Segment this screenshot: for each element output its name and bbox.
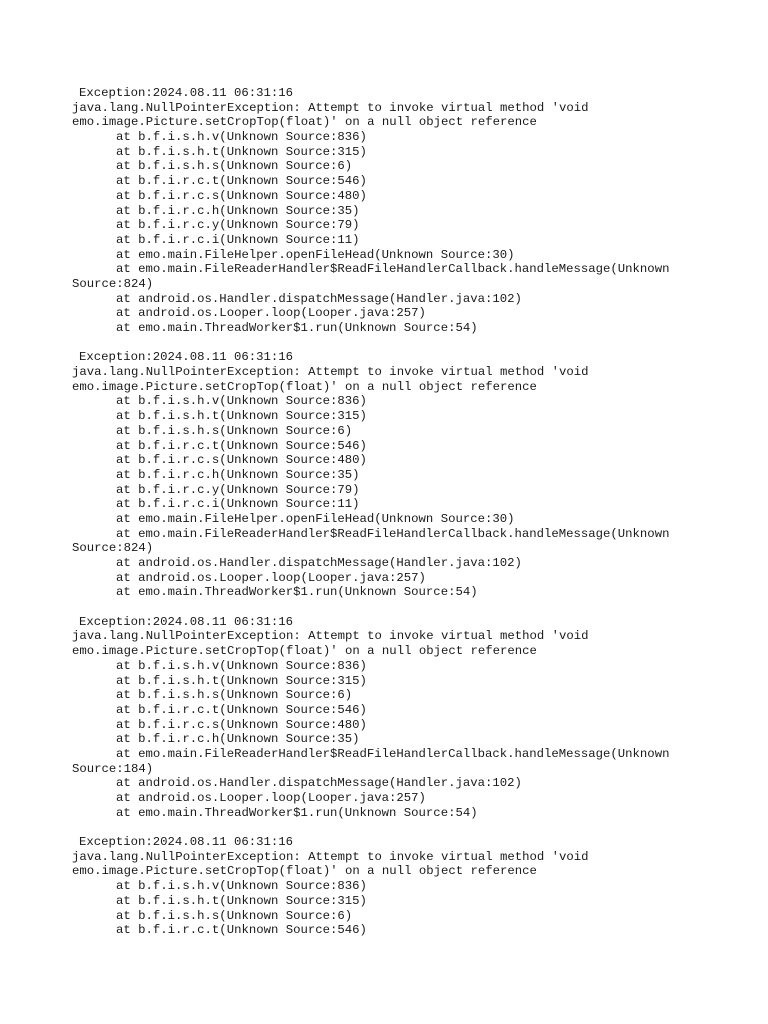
stack-frame: at b.f.i.r.c.t(Unknown Source:546) — [116, 438, 367, 453]
stack-frame: at b.f.i.r.c.t(Unknown Source:546) — [116, 174, 367, 189]
stack-frame: at b.f.i.s.h.s(Unknown Source:6) — [116, 908, 353, 923]
stack-frame: at emo.main.FileReaderHandler$ReadFileHandlerCallback.handleMessage(Unknown — [116, 262, 670, 277]
stack-frame: at b.f.i.s.h.s(Unknown Source:6) — [116, 423, 353, 438]
exception-header: Exception:2024.08.11 06:31:16 — [79, 86, 294, 100]
exception-message-line: java.lang.NullPointerException: Attempt to invoke virtual method 'void — [72, 100, 589, 115]
stack-frame: at android.os.Looper.loop(Looper.java:257) — [116, 570, 426, 585]
stack-frame: at b.f.i.s.h.t(Unknown Source:315) — [116, 893, 367, 908]
exception-header: Exception:2024.08.11 06:31:16 — [79, 350, 294, 365]
stack-frame: at emo.main.FileHelper.openFileHead(Unknown Source:30) — [116, 511, 515, 526]
stack-frame: at b.f.i.s.h.v(Unknown Source:836) — [116, 394, 367, 409]
stack-frame: at android.os.Looper.loop(Looper.java:257) — [116, 791, 426, 805]
exception-entry — [72, 86, 762, 336]
stack-frame: at emo.main.ThreadWorker$1.run(Unknown Source:54) — [116, 585, 478, 600]
log-document — [72, 86, 762, 953]
stack-frame: at b.f.i.r.c.t(Unknown Source:546) — [116, 702, 367, 717]
stack-frame: at b.f.i.r.c.t(Unknown Source:546) — [116, 923, 367, 938]
exception-header: Exception:2024.08.11 06:31:16 — [79, 835, 294, 850]
exception-header: Exception:2024.08.11 06:31:16 — [79, 614, 294, 629]
stack-frame: at emo.main.FileHelper.openFileHead(Unknown Source:30) — [116, 247, 515, 262]
stack-frame: at b.f.i.s.h.v(Unknown Source:836) — [116, 879, 367, 894]
stack-frame-wrap: Source:824) — [72, 276, 154, 291]
stack-frame: at emo.main.FileReaderHandler$ReadFileHandlerCallback.handleMessage(Unknown — [116, 746, 670, 761]
exception-entry — [72, 835, 762, 938]
stack-frame: at b.f.i.r.c.i(Unknown Source:11) — [116, 232, 360, 247]
stack-frame: at android.os.Looper.loop(Looper.java:257) — [116, 306, 426, 321]
stack-frame: at b.f.i.s.h.t(Unknown Source:315) — [116, 673, 367, 688]
exception-message-line: emo.image.Picture.setCropTop(float)' on a null object reference — [72, 379, 537, 394]
exception-message-line: java.lang.NullPointerException: Attempt to invoke virtual method 'void — [72, 629, 589, 644]
stack-frame: at emo.main.ThreadWorker$1.run(Unknown Source:54) — [116, 805, 478, 820]
stack-frame: at b.f.i.s.h.s(Unknown Source:6) — [116, 688, 353, 703]
exception-message-line: emo.image.Picture.setCropTop(float)' on a null object reference — [72, 644, 537, 659]
stack-frame: at b.f.i.s.h.v(Unknown Source:836) — [116, 658, 367, 673]
stack-frame: at android.os.Handler.dispatchMessage(Handler.java:102) — [116, 291, 522, 306]
stack-frame: at b.f.i.r.c.h(Unknown Source:35) — [116, 467, 360, 482]
exception-message-line: java.lang.NullPointerException: Attempt to invoke virtual method 'void — [72, 849, 589, 864]
stack-frame: at b.f.i.r.c.y(Unknown Source:79) — [116, 482, 360, 497]
stack-frame: at b.f.i.r.c.y(Unknown Source:79) — [116, 218, 360, 233]
stack-frame: at b.f.i.r.c.s(Unknown Source:480) — [116, 717, 367, 732]
stack-frame: at b.f.i.r.c.h(Unknown Source:35) — [116, 732, 360, 747]
exception-message-line: java.lang.NullPointerException: Attempt to invoke virtual method 'void — [72, 365, 589, 380]
stack-frame: at b.f.i.r.c.i(Unknown Source:11) — [116, 497, 360, 512]
stack-frame-wrap: Source:824) — [72, 541, 154, 556]
stack-frame: at b.f.i.r.c.s(Unknown Source:480) — [116, 188, 367, 203]
stack-frame: at b.f.i.r.c.h(Unknown Source:35) — [116, 203, 360, 218]
exception-message-line: emo.image.Picture.setCropTop(float)' on a null object reference — [72, 864, 537, 879]
stack-frame: at emo.main.ThreadWorker$1.run(Unknown Source:54) — [116, 321, 478, 335]
stack-frame: at b.f.i.s.h.s(Unknown Source:6) — [116, 159, 353, 174]
stack-frame: at b.f.i.r.c.s(Unknown Source:480) — [116, 453, 367, 468]
stack-frame-wrap: Source:184) — [72, 761, 154, 776]
exception-message-line: emo.image.Picture.setCropTop(float)' on a null object reference — [72, 115, 537, 130]
stack-frame: at b.f.i.s.h.v(Unknown Source:836) — [116, 130, 367, 145]
stack-frame: at b.f.i.s.h.t(Unknown Source:315) — [116, 144, 367, 159]
stack-frame: at b.f.i.s.h.t(Unknown Source:315) — [116, 409, 367, 424]
stack-frame: at android.os.Handler.dispatchMessage(Handler.java:102) — [116, 556, 522, 570]
stack-frame: at emo.main.FileReaderHandler$ReadFileHandlerCallback.handleMessage(Unknown — [116, 526, 670, 541]
stack-frame: at android.os.Handler.dispatchMessage(Handler.java:102) — [116, 776, 522, 791]
exception-entry — [72, 350, 762, 600]
exception-entry — [72, 615, 762, 821]
